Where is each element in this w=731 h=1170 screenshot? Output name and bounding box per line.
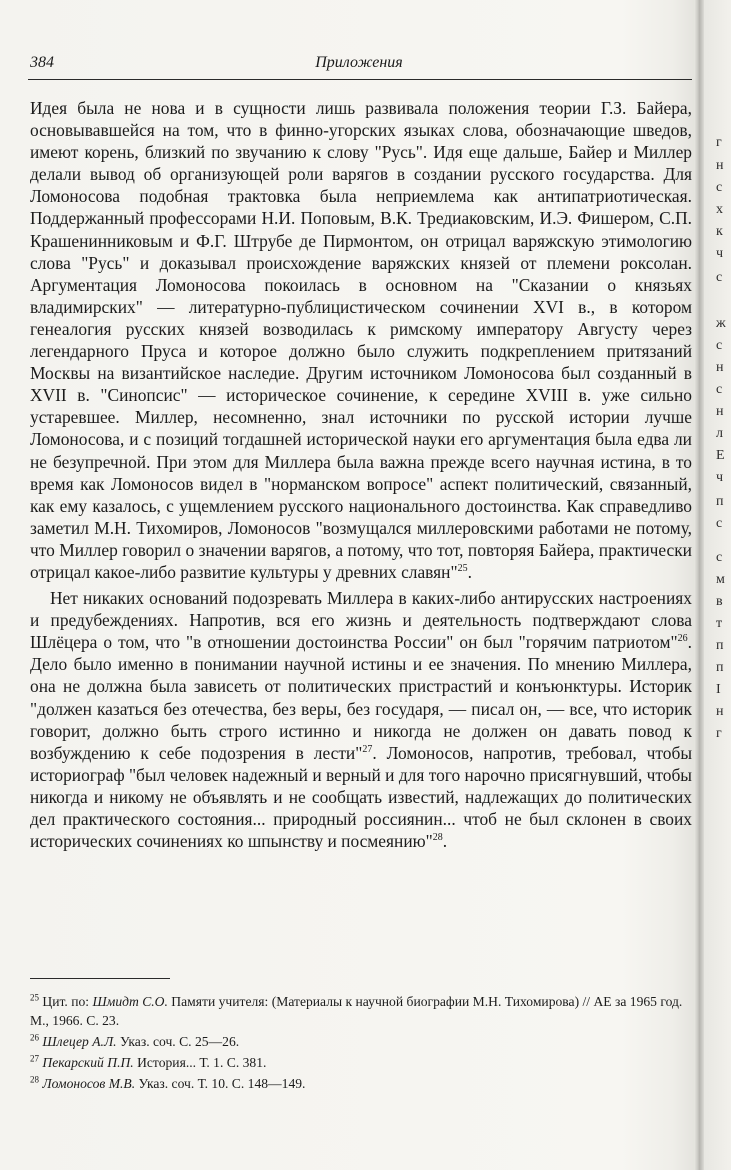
facing-page-letter: с — [716, 180, 723, 195]
facing-page-letter: н — [716, 158, 724, 173]
footnote-citation: Памяти учителя: (Материалы к научной биографии М.Н. Тихомирова) // АЕ за 1965 год. М., 1966. С. 23. — [30, 994, 683, 1028]
footnote-citation: История... Т. 1. С. 381. — [133, 1055, 267, 1070]
paragraph — [30, 587, 692, 852]
paragraph-text: . — [467, 561, 472, 582]
facing-page-letter: н — [716, 704, 724, 719]
facing-page-letter: с — [716, 338, 723, 353]
footnote-reference: 26 — [677, 633, 688, 645]
page-header — [28, 54, 690, 76]
facing-page-letter: с — [716, 516, 723, 531]
facing-page-letter: х — [716, 202, 723, 217]
facing-page-letter: н — [716, 360, 724, 375]
footnote — [30, 1053, 692, 1072]
footnote-lead: Цит. по: — [42, 994, 93, 1009]
footnote-reference: 27 — [362, 743, 373, 755]
footnote-number: 27 — [30, 1053, 39, 1064]
facing-page-letter: г — [716, 135, 722, 150]
footnote-citation: Указ. соч. Т. 10. С. 148—149. — [135, 1076, 306, 1091]
page-number: 384 — [30, 54, 54, 71]
paragraph-text: . Дело было именно в понимании научной истины и ее значения. По мнению Миллера, она не должна была зависеть от политических пристрастий и конъюнктуры. Историк "должен казаться без отечества, без веры, без государя, — писал он, — все, что историк говорит, должно быть строго истинно и никогда не должен он давать повод к возбуждению к себе подозрения в лести" — [30, 632, 692, 763]
facing-page-letter: с — [716, 270, 723, 285]
facing-page-letter: н — [716, 404, 724, 419]
footnote-reference: 28 — [432, 832, 443, 844]
footnote-author: Шлецер А.Л. — [42, 1034, 117, 1049]
facing-page-letter: с — [716, 550, 723, 565]
facing-page-letter: к — [716, 224, 723, 239]
running-title: Приложения — [315, 54, 403, 71]
facing-page-letter: л — [716, 426, 723, 441]
facing-page-letter: п — [716, 638, 724, 653]
footnote-author: Шмидт С.О. — [92, 994, 168, 1009]
footnote-rule — [30, 978, 170, 979]
footnote — [30, 1074, 692, 1093]
footnote — [30, 992, 692, 1030]
paragraph-text: Идея была не нова и в сущности лишь развивала положения теории Г.З. Байера, основывавшейся на том, что в финно-угорских языках слова, обозначающие шведов, имеют корень, близкий по звучанию к слову "Русь". Идя еще дальше, Байер и Миллер делали вывод об организующей роли варягов в создании русского государства. Для Ломоносова подобная трактовка была неприемлема как антипатриотическая. Поддержанный профессорами Н.И. Поповым, В.К. Тредиаковским, И.Э. Фишером, С.П. Крашенинниковым и Ф.Г. Штрубе де Пирмонтом, он отрицал варяжскую этимологию слова "Русь" и доказывал происхождение варяжских князей от племени роксолан. Аргументация Ломоносова покоилась в основном на "Сказании о князьях владимирских" — литературно-публицистическом сочинении XVI в., в котором генеалогия русских князей возводилась к римскому императору Августу через легендарного Пруса и которое должно было служить подкреплением притязаний Москвы на византийское наследие. Другим источником Ломоносова был созданный в XVII в. "Синопсис" — историческое сочинение, к середине XVIII в. уже сильно устаревшее. Миллер, несомненно, знал источники по русской истории лучше Ломоносова, и с позиций тогдашней исторической науки его аргументация была едва ли не безупречной. При этом для Миллера была важна прежде всего научная истина, в то время как Ломоносов видел в "норманском вопросе" аспект политический, связанный, как ему казалось, с ущемлением русского национального достоинства. Как справедливо заметил М.Н. Тихомиров, Ломоносов "возмущался миллеровскими работами не потому, что Миллер говорил о значении варягов, а потому, что тот, повторяя Байера, практически отрицал какое-либо развитие культуры у древних славян" — [30, 98, 692, 582]
paragraph-text: . Ломоносов, напротив, требовал, чтобы историограф "был человек надежный и верный и для того нарочно присягнувший, чтобы никогда и никому не объявлять и не сообщать известий, надлежащих до политических дел практического состояния... природный россиянин... чтоб не был склонен в своих исторических сочинениях ко шпынству и посмеянию" — [30, 742, 693, 852]
book-spine-shadow — [694, 0, 704, 1170]
footnote-citation: Указ. соч. С. 25—26. — [116, 1034, 240, 1049]
facing-page-letter: м — [716, 572, 725, 587]
facing-page-letter: п — [716, 494, 724, 509]
facing-page-letter: г — [716, 726, 722, 741]
footnote-author: Ломоносов М.В. — [42, 1076, 136, 1091]
footnote-author: Пекарский П.П. — [42, 1055, 134, 1070]
facing-page-letter: Е — [716, 448, 725, 463]
facing-page-letter: с — [716, 382, 723, 397]
paragraph-text: . — [442, 831, 448, 852]
facing-page-letter: I — [716, 682, 721, 697]
header-rule — [28, 79, 692, 80]
facing-page-letter: ч — [716, 246, 724, 261]
facing-page-letter: п — [716, 660, 724, 675]
paragraph-text: Нет никаких оснований подозревать Миллера в каких-либо антирусских настроениях и предубеждениях. Напротив, вся его жизнь и деятельность подтверждают слова Шлёцера о том, что "в отношении достоинства России" он был "горячим патриотом" — [30, 588, 692, 653]
facing-page-letter: т — [716, 616, 723, 631]
body-text — [30, 97, 692, 852]
footnote — [30, 1032, 692, 1051]
footnote-number: 25 — [30, 992, 39, 1003]
paragraph — [30, 97, 692, 583]
footnotes — [30, 992, 692, 1095]
footnote-number: 28 — [30, 1074, 39, 1085]
footnote-number: 26 — [30, 1032, 39, 1043]
facing-page-bleed — [712, 0, 731, 1170]
footnote-reference: 25 — [457, 563, 468, 575]
facing-page-letter: в — [716, 594, 723, 609]
facing-page-letter: ч — [716, 470, 724, 485]
facing-page-letter: ж — [716, 316, 726, 331]
